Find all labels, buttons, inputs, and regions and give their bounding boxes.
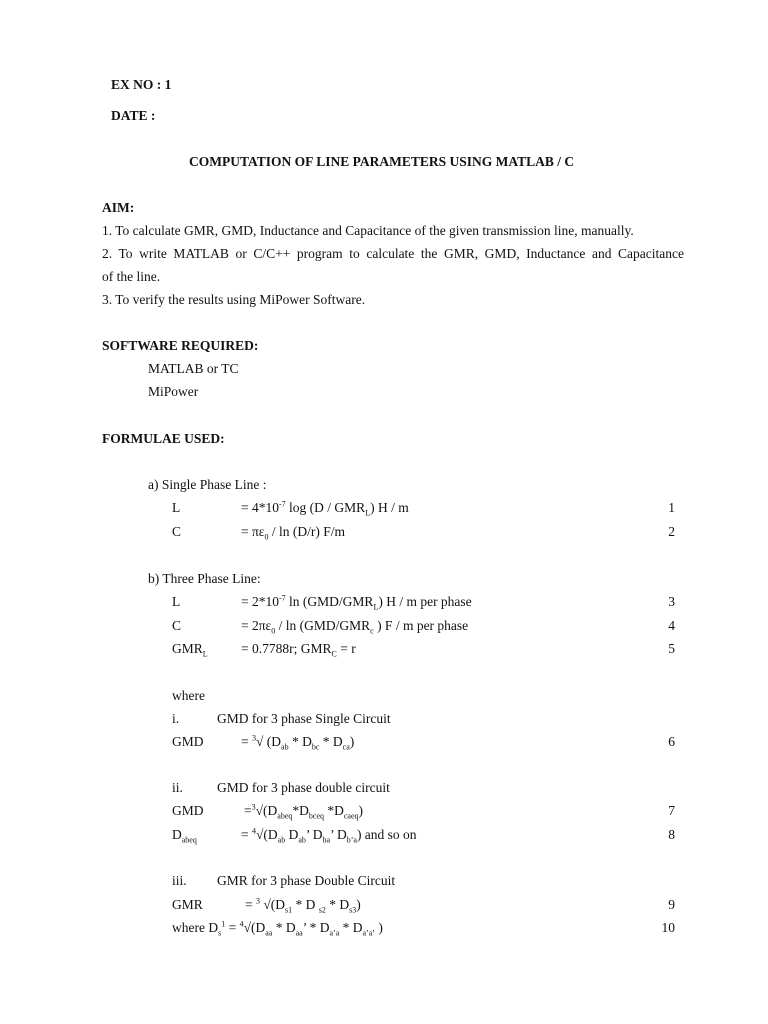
formula-symbol: GMR: [172, 897, 203, 912]
subsection-title: GMD for 3 phase double circuit: [217, 780, 390, 795]
aim-heading: AIM:: [102, 200, 135, 215]
formula-symbol: C: [172, 618, 182, 633]
formula-symbol: GMD: [172, 734, 204, 749]
equation-number: 6: [668, 734, 675, 749]
where-label: where: [172, 688, 205, 703]
equation-number: 1: [668, 500, 675, 515]
formula-gmr-double-circuit: = $^3$ $√(D_{s1}$ * D $_{s2} * D_{s3}$): [245, 896, 361, 915]
single-phase-label: a) Single Phase Line :: [148, 477, 267, 492]
software-heading: SOFTWARE REQUIRED:: [102, 338, 259, 353]
formula-symbol: L: [172, 594, 181, 609]
formula-inductance-three: = $2*10^{-7}$ $\ln (GMD/GMR_L)$ H / m per phase: [241, 593, 472, 612]
date-label: DATE :: [111, 108, 156, 123]
equation-number: 3: [668, 594, 675, 609]
formula-gmr: = 0.7788r; $GMR_C = r$: [241, 641, 356, 659]
three-phase-label: b) Three Phase Line:: [148, 571, 261, 586]
formula-ds-definition: where $D_s^1 = ^4√(D_{aa} * D_{aa}$’ * $D_{a’a} * D_{a’a’}$ ): [172, 919, 383, 938]
formula-dabeq: = $^4√(D_{ab}$ $D_{ab}$’ $D_{ba}$’ $D_{b’a}$) and so on: [241, 826, 417, 845]
formula-capacitance-three: = $2\pi\varepsilon_0$ / $\ln (GMD/GMR_c$ ) F / m per phase: [241, 618, 469, 636]
item-marker: ii.: [172, 780, 183, 795]
subsection-title: GMD for 3 phase Single Circuit: [217, 711, 391, 726]
equation-number: 2: [668, 524, 675, 539]
aim-line-2: 2. To write MATLAB or C/C++ program to calculate the GMR, GMD, Inductance and Capacitance: [102, 246, 684, 261]
aim-line-2-continued: of the line.: [102, 269, 161, 284]
formula-capacitance-single: = $\pi\varepsilon_0$ / ln (D/r) F/m: [241, 524, 345, 542]
item-marker: i.: [172, 711, 180, 726]
formula-symbol: C: [172, 524, 182, 539]
formula-gmd-double-circuit: $=^3√(D_{abeq}*D_{bceq}$ $*D_{caeq}$): [244, 802, 364, 821]
equation-number: 4: [668, 618, 675, 633]
equation-number: 9: [668, 897, 675, 912]
equation-number: 8: [668, 827, 675, 842]
equation-number: 5: [668, 641, 675, 656]
formula-symbol: GMD: [172, 803, 204, 818]
formula-inductance-single: = $4*10^{-7}$ $\log (D / GMR_L)$ H / m: [241, 499, 409, 518]
item-marker: iii.: [172, 873, 187, 888]
formula-symbol: $D_{abeq}$: [172, 827, 197, 845]
exercise-number: EX NO : 1: [111, 77, 172, 92]
page-title: COMPUTATION OF LINE PARAMETERS USING MATLAB / C: [189, 154, 575, 169]
formula-gmd-single-circuit: = $^3$√ $(D_{ab} * D_{bc} * D_{ca})$: [241, 733, 355, 752]
formula-symbol: L: [172, 500, 181, 515]
aim-line-3: 3. To verify the results using MiPower Software.: [102, 292, 366, 307]
equation-number: 7: [668, 803, 675, 818]
aim-line-1: 1. To calculate GMR, GMD, Inductance and Capacitance of the given transmission line, manually.: [102, 223, 634, 238]
software-item: MiPower: [148, 384, 199, 399]
subsection-title: GMR for 3 phase Double Circuit: [217, 873, 396, 888]
formulae-heading: FORMULAE USED:: [102, 431, 225, 446]
software-item: MATLAB or TC: [148, 361, 239, 376]
equation-number: 10: [661, 920, 675, 935]
formula-symbol: $GMR_L$: [172, 641, 208, 659]
